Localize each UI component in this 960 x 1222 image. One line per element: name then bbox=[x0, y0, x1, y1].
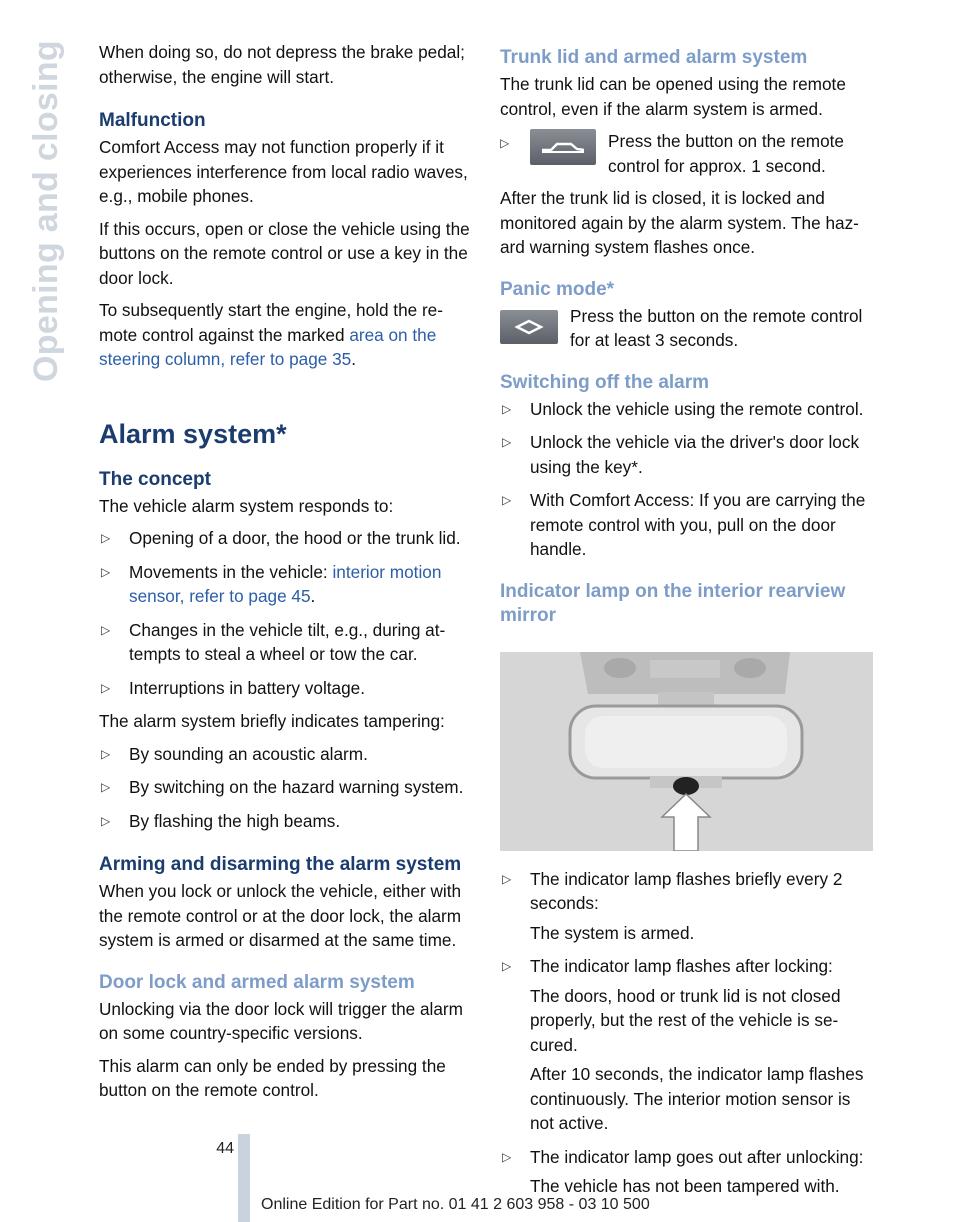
paragraph: The vehicle has not been tampered with. bbox=[530, 1176, 840, 1196]
indicator-list bbox=[500, 954, 874, 979]
indicator-list bbox=[500, 1145, 874, 1170]
paragraph: Unlocking via the door lock will trigger the alarm on some country-specific versions. bbox=[99, 998, 463, 1043]
trunk-heading: Trunk lid and armed alarm system bbox=[500, 47, 808, 68]
list-item: ▷ Changes in the vehicle tilt, e.g., during at-tempts to steal a wheel or tow the car. bbox=[99, 618, 473, 667]
right-column bbox=[500, 40, 874, 1208]
paragraph: When you lock or unlock the vehicle, either with the remote control or at the door lock, the alarm system is armed or disarmed at the same time. bbox=[99, 881, 462, 950]
paragraph: When doing so, do not depress the brake pedal; otherwise, the engine will start. bbox=[99, 42, 465, 87]
list-item: ▷ Opening of a door, the hood or the trunk lid. bbox=[99, 526, 473, 551]
paragraph: The trunk lid can be opened using the remote control, even if the alarm system is armed. bbox=[500, 74, 846, 119]
concept-heading: The concept bbox=[99, 468, 211, 490]
paragraph: To subsequently start the engine, hold the re-mote control against the marked area on the steering column, refer to page 35. bbox=[99, 300, 443, 369]
paragraph: Comfort Access may not function properly if it experiences interference from local radio waves, e.g., mobile phones. bbox=[99, 137, 468, 206]
paragraph: This alarm can only be ended by pressing the button on the remote control. bbox=[99, 1055, 446, 1100]
panic-diamond-icon bbox=[500, 310, 558, 344]
paragraph: The alarm system briefly indicates tampering: bbox=[99, 711, 445, 731]
list-item: ▷ With Comfort Access: If you are carrying the remote control with you, pull on the door handle. bbox=[500, 488, 874, 562]
paragraph: If this occurs, open or close the vehicle using the buttons on the remote control or use a key in the door lock. bbox=[99, 218, 470, 288]
list-item: ▷ Interruptions in battery voltage. bbox=[99, 676, 473, 701]
list-item: ▷ The indicator lamp flashes after locking: bbox=[500, 954, 874, 979]
rearview-mirror-figure bbox=[500, 652, 873, 851]
switchoff-list bbox=[500, 397, 874, 562]
triangle-bullet-icon: ▷ bbox=[500, 136, 510, 150]
responds-list bbox=[99, 526, 473, 700]
alarm-system-heading: Alarm system* bbox=[99, 418, 287, 449]
list-item: ▷ Unlock the vehicle using the remote control. bbox=[500, 397, 874, 422]
doorlock-heading: Door lock and armed alarm system bbox=[99, 971, 415, 993]
button-instruction-text: Press the button on the remote control for at least 3 seconds. bbox=[570, 305, 863, 350]
trunk-car-icon bbox=[530, 129, 596, 165]
list-item: ▷ Movements in the vehicle: interior motion sensor, refer to page 45. bbox=[99, 560, 473, 609]
list-item: ▷ By switching on the hazard warning system. bbox=[99, 775, 473, 800]
page-number: 44 bbox=[216, 1140, 234, 1157]
left-column bbox=[99, 40, 473, 1111]
panic-heading: Panic mode* bbox=[500, 278, 615, 300]
paragraph: The vehicle alarm system responds to: bbox=[99, 495, 394, 516]
edition-footer: Online Edition for Part no. 01 41 2 603 958 - 03 10 500 bbox=[261, 1196, 650, 1213]
button-instruction-text: Press the button on the remote control for approx. 1 second. bbox=[608, 131, 844, 176]
trunk-button-instruction bbox=[500, 129, 874, 178]
indicator-list bbox=[500, 867, 874, 916]
arming-heading: Arming and disarming the alarm system bbox=[99, 854, 462, 875]
chapter-side-tab bbox=[22, 40, 72, 410]
paragraph: After 10 seconds, the indicator lamp flashes continuously. The interior motion sensor is not active. bbox=[530, 1064, 864, 1133]
malfunction-heading: Malfunction bbox=[99, 110, 206, 131]
page-reference-link[interactable]: area on the steering column, refer to page 35 bbox=[99, 324, 437, 369]
indicator-heading: Indicator lamp on the interior rearview mirror bbox=[500, 580, 846, 626]
tamper-list bbox=[99, 742, 473, 834]
page-reference-link[interactable]: interior motion sensor, refer to page 45 bbox=[129, 561, 442, 606]
footer-bar bbox=[238, 1134, 250, 1222]
paragraph: The system is armed. bbox=[530, 922, 695, 943]
list-item: ▷ By sounding an acoustic alarm. bbox=[99, 742, 473, 767]
list-item: ▷ The indicator lamp flashes briefly every 2 seconds: bbox=[500, 867, 874, 916]
list-item: ▷ The indicator lamp goes out after unlocking: bbox=[500, 1145, 874, 1170]
list-item: ▷ By flashing the high beams. bbox=[99, 809, 473, 834]
switchoff-heading: Switching off the alarm bbox=[500, 371, 710, 393]
paragraph: After the trunk lid is closed, it is locked and monitored again by the alarm system. The haz-ard warning system flashes once. bbox=[500, 188, 859, 257]
chapter-title: Opening and closing bbox=[27, 40, 65, 382]
paragraph: The doors, hood or trunk lid is not closed properly, but the rest of the vehicle is se-cured. bbox=[530, 985, 841, 1055]
panic-button-instruction bbox=[500, 304, 874, 353]
list-item: ▷ Unlock the vehicle via the driver's door lock using the key*. bbox=[500, 430, 874, 479]
